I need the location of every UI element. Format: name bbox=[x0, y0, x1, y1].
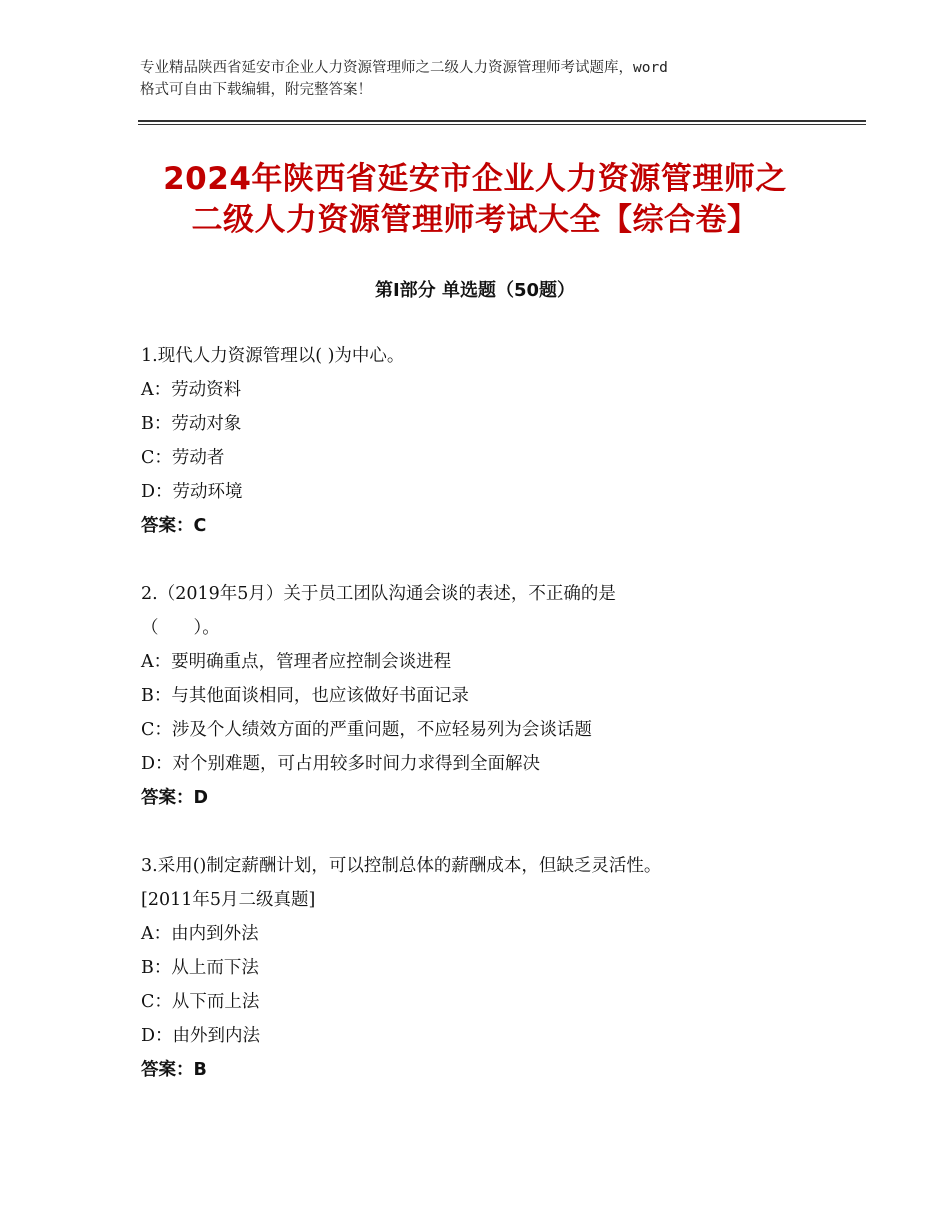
question-stem: 2.（2019年5月）关于员工团队沟通会谈的表述，不正确的是 bbox=[141, 584, 616, 604]
option-a: A：由内到外法 bbox=[141, 924, 259, 944]
option-d: D：劳动环境 bbox=[141, 482, 243, 502]
question-3 bbox=[141, 849, 841, 1087]
question-stem: 1.现代人力资源管理以( )为中心。 bbox=[141, 346, 405, 366]
header-divider bbox=[138, 120, 866, 125]
answer: 答案：C bbox=[141, 516, 207, 536]
section-heading: 第Ⅰ部分 单选题（50题） bbox=[374, 280, 575, 301]
option-a: A：劳动资料 bbox=[141, 380, 242, 400]
answer: 答案：D bbox=[141, 788, 209, 808]
question-stem-continued: （ ）。 bbox=[141, 618, 220, 638]
option-b: B：与其他面谈相同，也应该做好书面记录 bbox=[141, 686, 469, 706]
option-d: D：对个别难题，可占用较多时间力求得到全面解决 bbox=[141, 754, 541, 774]
header-note-line: 格式可自由下载编辑，附完整答案！ bbox=[140, 82, 372, 98]
document-title bbox=[120, 159, 830, 241]
option-c: C：从下而上法 bbox=[141, 992, 260, 1012]
option-d: D：由外到内法 bbox=[141, 1026, 261, 1046]
answer: 答案：B bbox=[141, 1060, 207, 1080]
option-c: C：劳动者 bbox=[141, 448, 225, 468]
option-b: B：从上而下法 bbox=[141, 958, 259, 978]
question-stem: 3.采用()制定薪酬计划，可以控制总体的薪酬成本，但缺乏灵活性。 bbox=[141, 856, 662, 876]
title-line: 二级人力资源管理师考试大全【综合卷】 bbox=[191, 202, 759, 238]
option-a: A：要明确重点，管理者应控制会谈进程 bbox=[141, 652, 452, 672]
header-note bbox=[140, 57, 820, 101]
option-c: C：涉及个人绩效方面的严重问题，不应轻易列为会谈话题 bbox=[141, 720, 592, 740]
question-2 bbox=[141, 577, 841, 815]
question-list bbox=[141, 339, 841, 1121]
option-b: B：劳动对象 bbox=[141, 414, 242, 434]
question-1 bbox=[141, 339, 841, 543]
header-note-line: 专业精品陕西省延安市企业人力资源管理师之二级人力资源管理师考试题库，word bbox=[140, 60, 668, 76]
title-line: 2024年陕西省延安市企业人力资源管理师之 bbox=[163, 161, 787, 197]
question-stem-continued: [2011年5月二级真题] bbox=[141, 890, 316, 910]
